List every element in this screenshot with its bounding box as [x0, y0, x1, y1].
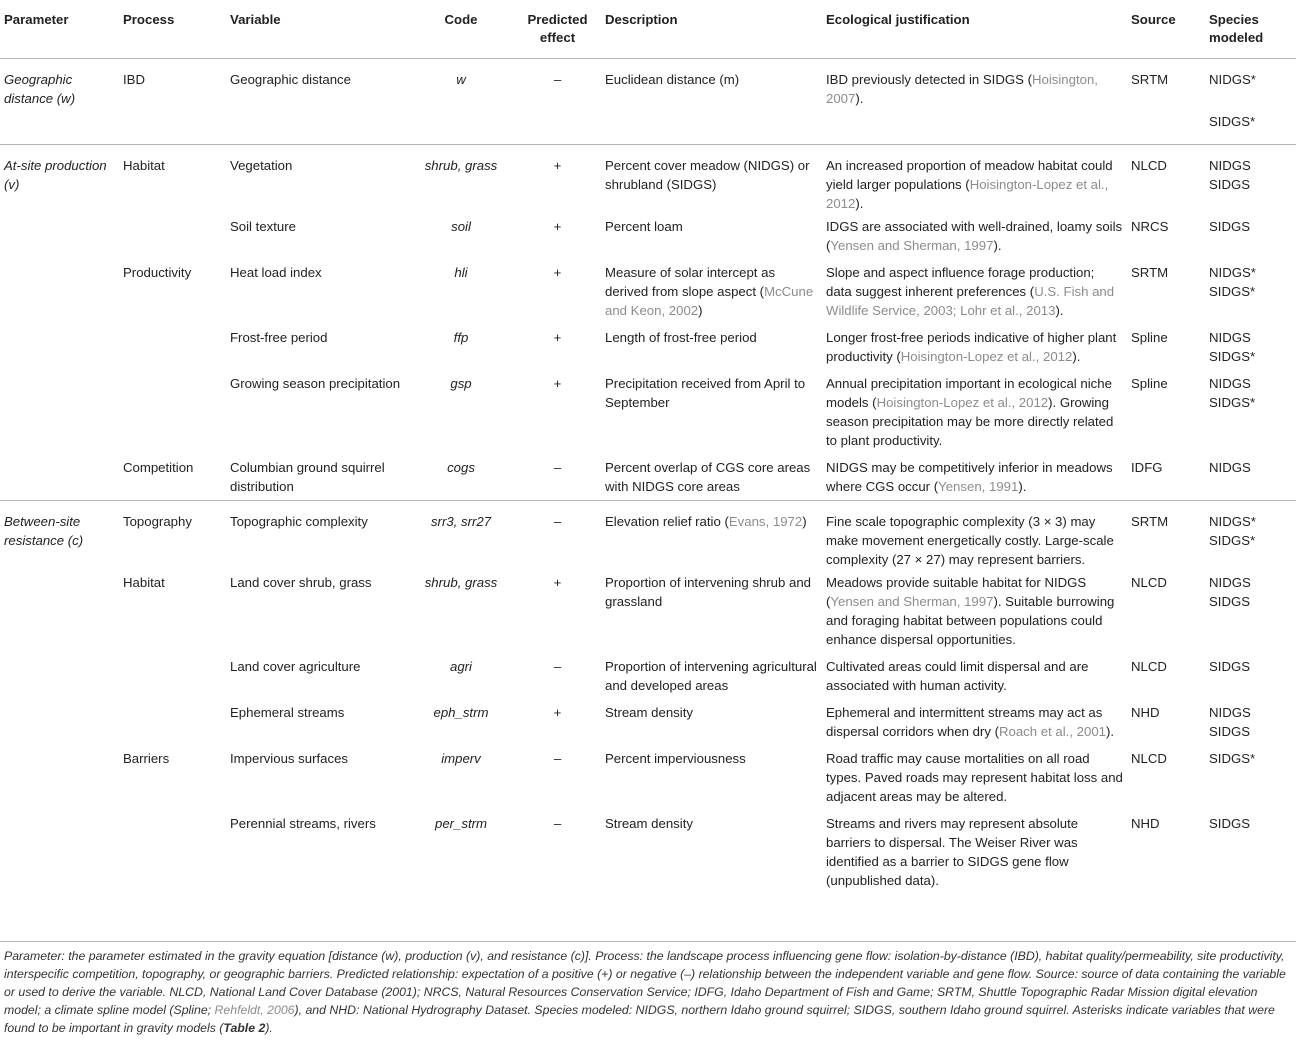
species-text: NIDGS	[1209, 330, 1251, 345]
cell-source	[1127, 699, 1205, 745]
code-text: shrub, grass	[424, 575, 498, 590]
cell-parameter	[0, 653, 119, 699]
cell-process	[119, 259, 226, 324]
table-row	[0, 810, 1296, 894]
cell-variable	[226, 569, 408, 653]
species-text: SIDGS	[1209, 724, 1251, 739]
justification-text: ).	[1106, 724, 1115, 739]
table-footnote	[4, 947, 1292, 1037]
cell-variable	[226, 145, 408, 214]
description-citation: McCune and Keon, 2002	[605, 284, 814, 318]
justification-text: ).	[1072, 349, 1081, 364]
variable-text: Frost-free period	[230, 330, 328, 345]
cell-parameter	[0, 370, 119, 454]
species-text: NIDGS	[1209, 575, 1251, 590]
justification-citation: Hoisington-Lopez et al., 2012	[826, 177, 1109, 211]
cell-effect	[514, 59, 601, 145]
effect-sign: +	[553, 376, 562, 391]
species-text: SIDGS	[1209, 177, 1251, 192]
cell-code	[408, 213, 514, 259]
cell-justification	[822, 569, 1127, 653]
effect-sign: +	[553, 158, 562, 173]
species-text: NIDGS	[1209, 460, 1251, 475]
justification-text: IDGS are associated with well-drained, loamy soils (	[826, 219, 1123, 253]
variable-text: Geographic distance	[230, 72, 351, 87]
justification-text: ).	[855, 91, 864, 106]
code-text: per_strm	[434, 816, 488, 831]
justification-citation: Yensen and Sherman, 1997	[830, 238, 994, 253]
source-text: NLCD	[1131, 575, 1167, 590]
col-header-code: Code	[444, 12, 478, 27]
variable-text: Ephemeral streams	[230, 705, 345, 720]
description-text: )	[802, 514, 807, 529]
cell-variable	[226, 501, 408, 570]
code-text: agri	[450, 659, 472, 674]
footnote-citation: Rehfeldt, 2006	[214, 1003, 295, 1017]
cell-code	[408, 501, 514, 570]
source-text: NHD	[1131, 816, 1160, 831]
cell-description	[601, 745, 822, 810]
justification-text: IBD previously detected in SIDGS (	[826, 72, 1032, 87]
cell-code	[408, 145, 514, 214]
cell-species	[1205, 810, 1296, 894]
justification-text: Streams and rivers may represent absolute barriers to dispersal. The Weiser River was identified as a barrier to SIDGS gene flow (unpublished data).	[826, 816, 1079, 888]
justification-text: ).	[855, 196, 864, 211]
cell-code	[408, 653, 514, 699]
source-text: NHD	[1131, 705, 1160, 720]
variable-text: Land cover shrub, grass	[230, 575, 372, 590]
process-text: Habitat	[123, 158, 165, 173]
cell-species	[1205, 213, 1296, 259]
cell-description	[601, 370, 822, 454]
cell-effect	[514, 699, 601, 745]
footnote-table-ref: Table 2	[223, 1021, 266, 1035]
justification-text: ). Growing season precipitation may be more directly related to plant productivity.	[826, 395, 1114, 448]
cell-justification	[822, 653, 1127, 699]
cell-species	[1205, 59, 1296, 145]
cell-species	[1205, 745, 1296, 810]
justification-text: Cultivated areas could limit dispersal and are associated with human activity.	[826, 659, 1089, 693]
table-row	[0, 259, 1296, 324]
col-header-species: Species modeled	[1209, 12, 1264, 45]
cell-effect	[514, 370, 601, 454]
effect-sign: +	[553, 705, 562, 720]
cell-process	[119, 213, 226, 259]
cell-effect	[514, 213, 601, 259]
process-text: Topography	[123, 514, 192, 529]
justification-citation: Hoisington-Lopez et al., 2012	[900, 349, 1073, 364]
cell-source	[1127, 745, 1205, 810]
species-text: NIDGS*	[1209, 514, 1256, 529]
justification-citation: Yensen and Sherman, 1997	[830, 594, 994, 609]
variable-text: Vegetation	[230, 158, 293, 173]
description-text: Stream density	[605, 816, 693, 831]
cell-justification	[822, 324, 1127, 370]
species-text: SIDGS	[1209, 594, 1251, 609]
cell-justification	[822, 810, 1127, 894]
process-text: Competition	[123, 460, 194, 475]
source-text: Spline	[1131, 330, 1168, 345]
source-text: NLCD	[1131, 751, 1167, 766]
description-text: Measure of solar intercept as derived from slope aspect (	[605, 265, 776, 299]
cell-source	[1127, 259, 1205, 324]
cell-description	[601, 324, 822, 370]
code-text: soil	[451, 219, 471, 234]
species-text: SIDGS*	[1209, 395, 1256, 410]
cell-species	[1205, 699, 1296, 745]
effect-sign: –	[553, 816, 562, 831]
cell-code	[408, 59, 514, 145]
cell-description	[601, 259, 822, 324]
cell-effect	[514, 569, 601, 653]
table-row	[0, 745, 1296, 810]
cell-code	[408, 454, 514, 501]
cell-code	[408, 810, 514, 894]
description-text: )	[698, 303, 703, 318]
species-text: SIDGS	[1209, 219, 1251, 234]
cell-source	[1127, 810, 1205, 894]
cell-effect	[514, 501, 601, 570]
justification-text: NIDGS may be competitively inferior in meadows where CGS occur (	[826, 460, 1113, 494]
justification-citation: Roach et al., 2001	[998, 724, 1107, 739]
table-bottom-rule	[0, 941, 1296, 942]
cell-justification	[822, 213, 1127, 259]
code-text: srr3, srr27	[430, 514, 492, 529]
table-row	[0, 454, 1296, 501]
species-text: SIDGS*	[1209, 284, 1256, 299]
description-text: Percent imperviousness	[605, 751, 746, 766]
cell-description	[601, 810, 822, 894]
table-row	[0, 370, 1296, 454]
source-text: SRTM	[1131, 514, 1169, 529]
description-citation: Evans, 1972	[728, 514, 803, 529]
justification-text: Road traffic may cause mortalities on all road types. Paved roads may represent habitat loss and adjacent areas may be altered.	[826, 751, 1123, 804]
cell-effect	[514, 810, 601, 894]
cell-description	[601, 213, 822, 259]
species-text: NIDGS	[1209, 705, 1251, 720]
footnote-text: ), and NHD: National Hydrography Dataset. Species modeled: NIDGS, northern Idaho ground squirrel; SIDGS, southern Idaho ground squirrel. Asterisks indicate variables that were found to be important in gravity models (	[4, 1003, 1275, 1035]
col-header-parameter: Parameter	[4, 12, 69, 27]
cell-variable	[226, 213, 408, 259]
cell-process	[119, 745, 226, 810]
cell-effect	[514, 145, 601, 214]
cell-process	[119, 569, 226, 653]
justification-text: An increased proportion of meadow habitat could yield larger populations (	[826, 158, 1113, 192]
cell-variable	[226, 745, 408, 810]
description-text: Stream density	[605, 705, 693, 720]
cell-process	[119, 454, 226, 501]
cell-source	[1127, 501, 1205, 570]
species-text: SIDGS*	[1209, 751, 1256, 766]
code-text: shrub, grass	[424, 158, 498, 173]
species-text: NIDGS	[1209, 376, 1251, 391]
code-text: cogs	[447, 460, 475, 475]
source-text: NLCD	[1131, 158, 1167, 173]
table-row	[0, 653, 1296, 699]
process-text: Habitat	[123, 575, 165, 590]
cell-species	[1205, 569, 1296, 653]
code-text: imperv	[441, 751, 481, 766]
cell-source	[1127, 59, 1205, 145]
variable-text: Land cover agriculture	[230, 659, 361, 674]
cell-code	[408, 259, 514, 324]
parameter-text: At-site production (v)	[4, 158, 107, 192]
variable-text: Heat load index	[230, 265, 322, 280]
header-row	[0, 3, 1296, 59]
cell-effect	[514, 653, 601, 699]
effect-sign: +	[553, 330, 562, 345]
justification-citation: Yensen, 1991	[938, 479, 1019, 494]
source-text: SRTM	[1131, 72, 1169, 87]
cell-effect	[514, 259, 601, 324]
cell-variable	[226, 699, 408, 745]
cell-parameter	[0, 569, 119, 653]
cell-species	[1205, 454, 1296, 501]
justification-text: Ephemeral and intermittent streams may act as dispersal corridors when dry (	[826, 705, 1103, 739]
cell-source	[1127, 653, 1205, 699]
col-header-source: Source	[1131, 12, 1176, 27]
cell-source	[1127, 213, 1205, 259]
cell-species	[1205, 324, 1296, 370]
cell-source	[1127, 324, 1205, 370]
col-header-variable: Variable	[230, 12, 281, 27]
cell-parameter	[0, 59, 119, 145]
cell-species	[1205, 653, 1296, 699]
cell-variable	[226, 259, 408, 324]
variable-text: Topographic complexity	[230, 514, 368, 529]
effect-sign: +	[553, 219, 562, 234]
cell-description	[601, 653, 822, 699]
parameter-text: Between-site resistance (c)	[4, 514, 84, 548]
footnote-text: Parameter: the parameter estimated in the gravity equation [distance (w), production (v), and resistance (c)]. Process: the landscape process influencing gene flow: isolation-by-distance (IBD), habitat quality/permeability, site productivity, interspecific competition, topography, or geographic barriers. Predicted relationship: expectation of a positive (+) or negative (–) relationship between the independent variable and gene flow. Source: source of data containing the variable or used to derive the variable. NLCD, National Land Cover Database (2001); NRCS, Natural Resources Conservation Service; IDFG, Idaho Department of Fish and Game; SRTM, Shuttle Topographic Radar Mission digital elevation model; a climate spline model (Spline;	[4, 949, 1286, 1017]
cell-description	[601, 59, 822, 145]
variable-text: Soil texture	[230, 219, 296, 234]
description-text: Proportion of intervening agricultural and developed areas	[605, 659, 817, 693]
justification-text: Fine scale topographic complexity (3 × 3) may make movement energetically costly. Large-scale complexity (27 × 27) may represent barriers.	[826, 514, 1114, 567]
cell-parameter	[0, 745, 119, 810]
effect-sign: –	[553, 659, 562, 674]
cell-process	[119, 370, 226, 454]
cell-parameter	[0, 810, 119, 894]
description-text: Percent cover meadow (NIDGS) or shrubland (SIDGS)	[605, 158, 810, 192]
cell-process	[119, 810, 226, 894]
description-text: Proportion of intervening shrub and grassland	[605, 575, 812, 609]
justification-text: Meadows provide suitable habitat for NIDGS (	[826, 575, 1087, 609]
table-row	[0, 324, 1296, 370]
variable-text: Impervious surfaces	[230, 751, 348, 766]
cell-parameter	[0, 213, 119, 259]
species-text: NIDGS	[1209, 158, 1251, 173]
justification-text: ). Suitable burrowing and foraging habitat between populations could enhance dispersal opportunities.	[826, 594, 1115, 647]
cell-species	[1205, 145, 1296, 214]
cell-species	[1205, 259, 1296, 324]
col-header-description: Description	[605, 12, 678, 27]
cell-source	[1127, 569, 1205, 653]
code-text: hli	[454, 265, 468, 280]
table-row	[0, 213, 1296, 259]
cell-justification	[822, 370, 1127, 454]
justification-text: ).	[1055, 303, 1064, 318]
justification-text: ).	[993, 238, 1002, 253]
cell-justification	[822, 259, 1127, 324]
parameter-text: Geographic distance (w)	[4, 72, 76, 106]
species-text: SIDGS*	[1209, 533, 1256, 548]
cell-process	[119, 501, 226, 570]
justification-citation: Hoisington, 2007	[826, 72, 1098, 106]
cell-description	[601, 569, 822, 653]
cell-effect	[514, 324, 601, 370]
variable-text: Perennial streams, rivers	[230, 816, 376, 831]
col-header-process: Process	[123, 12, 175, 27]
cell-parameter	[0, 259, 119, 324]
footnote-text: ).	[265, 1021, 273, 1035]
cell-parameter	[0, 699, 119, 745]
cell-code	[408, 745, 514, 810]
cell-justification	[822, 699, 1127, 745]
cell-description	[601, 145, 822, 214]
code-text: w	[456, 72, 466, 87]
justification-citation: U.S. Fish and Wildlife Service, 2003; Lohr et al., 2013	[826, 284, 1115, 318]
table-row	[0, 145, 1296, 214]
effect-sign: –	[553, 460, 562, 475]
cell-parameter	[0, 324, 119, 370]
cell-justification	[822, 59, 1127, 145]
cell-species	[1205, 370, 1296, 454]
justification-text: ).	[1018, 479, 1027, 494]
cell-justification	[822, 745, 1127, 810]
justification-text: Slope and aspect influence forage production; data suggest inherent preferences (	[826, 265, 1095, 299]
cell-description	[601, 699, 822, 745]
description-text: Euclidean distance (m)	[605, 72, 740, 87]
table-row	[0, 59, 1296, 145]
code-text: ffp	[453, 330, 469, 345]
cell-variable	[226, 324, 408, 370]
table-body	[0, 59, 1296, 895]
process-text: Productivity	[123, 265, 192, 280]
source-text: SRTM	[1131, 265, 1169, 280]
cell-justification	[822, 454, 1127, 501]
cell-process	[119, 653, 226, 699]
source-text: IDFG	[1131, 460, 1163, 475]
source-text: NLCD	[1131, 659, 1167, 674]
variable-text: Growing season precipitation	[230, 376, 401, 391]
col-header-justification: Ecological justification	[826, 12, 970, 27]
table-row	[0, 569, 1296, 653]
cell-variable	[226, 810, 408, 894]
description-text: Precipitation received from April to September	[605, 376, 806, 410]
cell-code	[408, 569, 514, 653]
justification-text: Annual precipitation important in ecological niche models (	[826, 376, 1112, 410]
species-text: NIDGS*	[1209, 265, 1256, 280]
col-header-effect: Predicted effect	[527, 12, 588, 45]
cell-parameter	[0, 145, 119, 214]
cell-description	[601, 501, 822, 570]
cell-parameter	[0, 454, 119, 501]
cell-variable	[226, 59, 408, 145]
cell-description	[601, 454, 822, 501]
description-text: Length of frost-free period	[605, 330, 757, 345]
cell-justification	[822, 501, 1127, 570]
effect-sign: –	[553, 514, 562, 529]
cell-process	[119, 324, 226, 370]
justification-text: Longer frost-free periods indicative of higher plant productivity (	[826, 330, 1117, 364]
variable-text: Columbian ground squirrel distribution	[230, 460, 385, 494]
cell-parameter	[0, 501, 119, 570]
species-text: SIDGS*	[1209, 349, 1256, 364]
cell-variable	[226, 370, 408, 454]
effect-sign: +	[553, 265, 562, 280]
cell-code	[408, 699, 514, 745]
species-text: SIDGS	[1209, 659, 1251, 674]
cell-process	[119, 59, 226, 145]
cell-justification	[822, 145, 1127, 214]
cell-process	[119, 145, 226, 214]
code-text: eph_strm	[433, 705, 489, 720]
species-text: NIDGS*	[1209, 72, 1256, 87]
description-text: Percent loam	[605, 219, 683, 234]
effect-sign: +	[553, 575, 562, 590]
species-text: SIDGS	[1209, 816, 1251, 831]
cell-variable	[226, 653, 408, 699]
effect-sign: –	[553, 751, 562, 766]
process-text: IBD	[123, 72, 145, 87]
cell-effect	[514, 454, 601, 501]
table-row	[0, 699, 1296, 745]
cell-effect	[514, 745, 601, 810]
cell-variable	[226, 454, 408, 501]
variables-table	[0, 3, 1296, 894]
cell-process	[119, 699, 226, 745]
species-text: SIDGS*	[1209, 114, 1256, 129]
source-text: Spline	[1131, 376, 1168, 391]
description-text: Percent overlap of CGS core areas with NIDGS core areas	[605, 460, 811, 494]
description-text: Elevation relief ratio (	[605, 514, 729, 529]
effect-sign: –	[553, 72, 562, 87]
cell-species	[1205, 501, 1296, 570]
cell-code	[408, 370, 514, 454]
table-row	[0, 501, 1296, 570]
justification-citation: Hoisington-Lopez et al., 2012	[876, 395, 1049, 410]
cell-code	[408, 324, 514, 370]
cell-source	[1127, 370, 1205, 454]
source-text: NRCS	[1131, 219, 1169, 234]
code-text: gsp	[450, 376, 472, 391]
cell-source	[1127, 145, 1205, 214]
cell-source	[1127, 454, 1205, 501]
process-text: Barriers	[123, 751, 170, 766]
